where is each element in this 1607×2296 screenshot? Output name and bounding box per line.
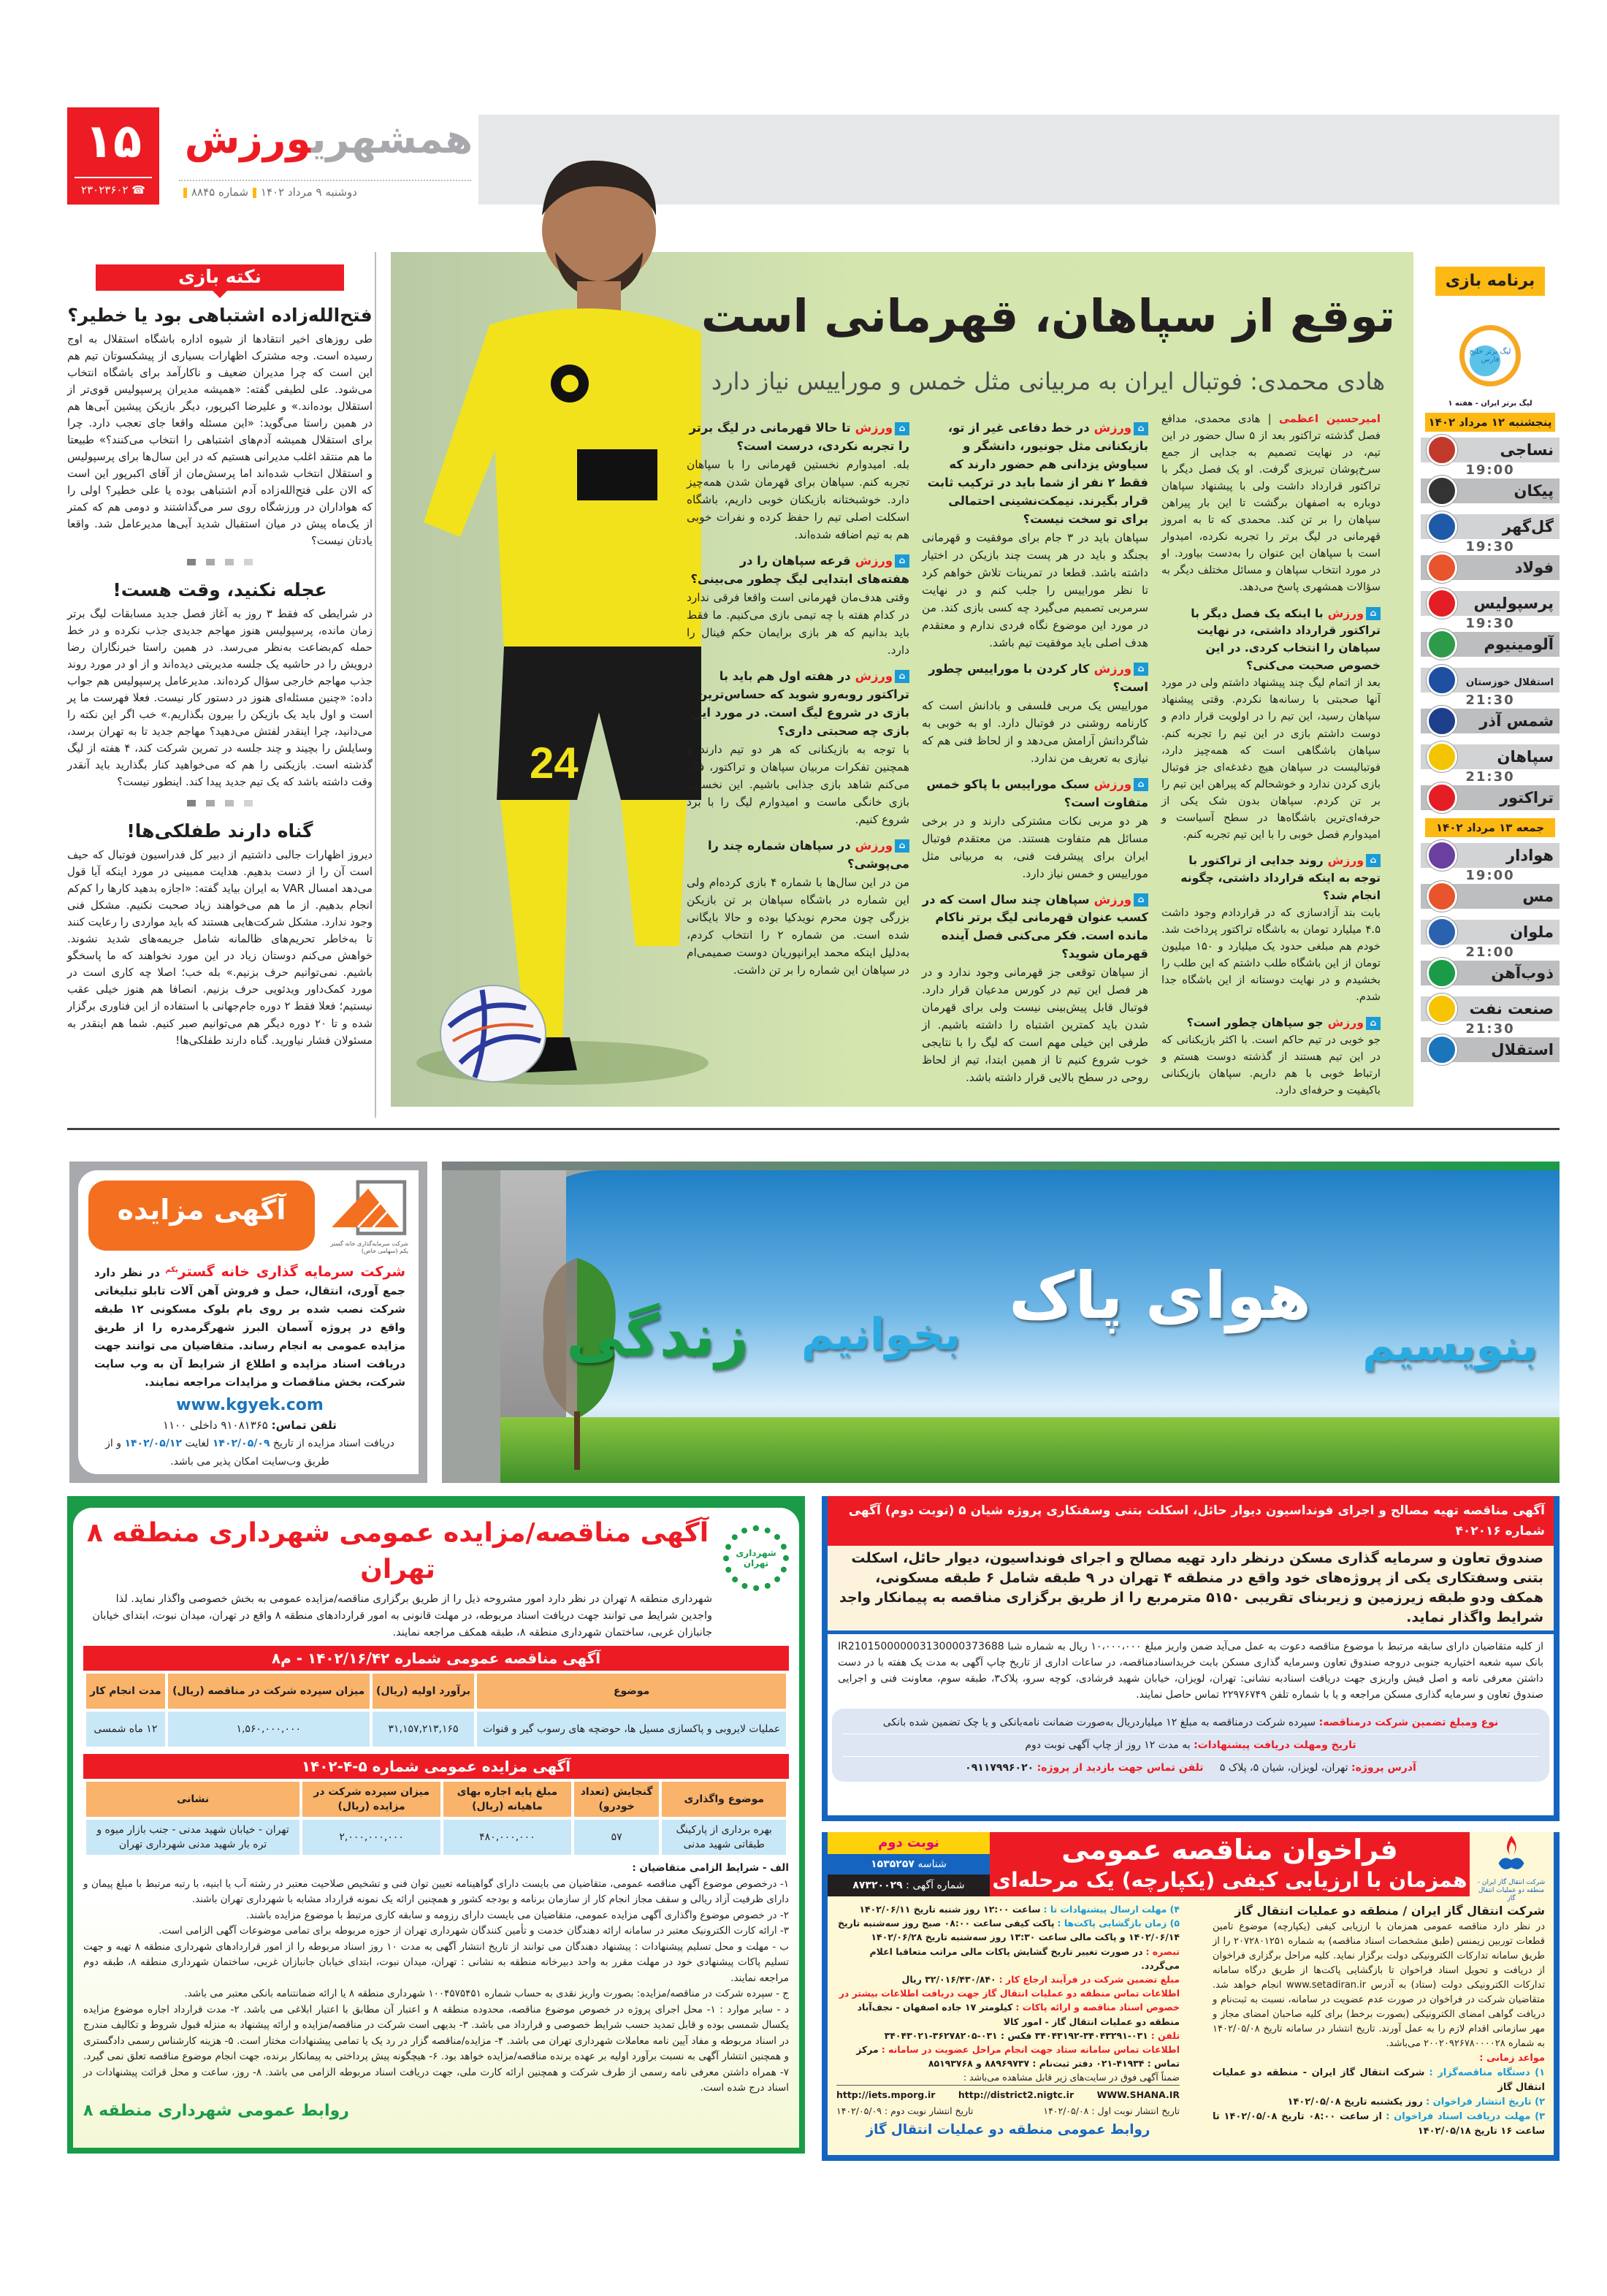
section-marker (1094, 776, 1148, 794)
table-cell: عملیات لایروبی و پاکسازی مسیل ها، حوضچه های رسوب گیر و قنوات (477, 1712, 786, 1747)
tehran-municipality-seal (723, 1525, 789, 1591)
schedule-item (836, 1972, 1180, 1986)
section-marker (855, 552, 909, 571)
league-logo (1459, 325, 1521, 386)
jersey-number: 24 (530, 739, 579, 787)
away-team (1421, 1037, 1560, 1062)
article-headline: توقع از سپاهان، قهرمانی است (701, 290, 1396, 343)
item-value: پاکت کیفی ساعت ۰۸:۰۰ صبح روز سه‌شنبه تاریخ ۱۴۰۲/۰۶/۱۴ و پاکت مالی ساعت ۱۳:۳۰ روز سه‌شنبه تاریخ ۱۴۰۲/۰۶/۲۸ (838, 1918, 1180, 1943)
team-crest-icon (1427, 511, 1457, 542)
municipality-intro: شهرداری منطقه ۸ تهران در نظر دارد امور مشروحه ذیل را از طریق برگزاری مناقصه/مزایده عمومی به بخش خصوصی واگذار نماید. لذا واجدین شرایط می توانند جهت دریافت اسناد مربوطه، در مهلت قانونی به امور قراردادهای منطقه ۸ واقع در تهران، میدان نبوت، ابتدای خیابان جانبازان غربی، ساختمان شهرداری منطقه ۸، طبقه همکف مراجعه نمایند. (92, 1593, 712, 1639)
banner-word-4: زندگی (566, 1302, 749, 1370)
section-marker (1328, 1014, 1381, 1031)
left-column (67, 264, 373, 1049)
interview-question (687, 668, 909, 741)
section-marker (1094, 891, 1148, 909)
auction-phone: ۹۱۰۸۱۳۶۵ داخلی ۱۱۰۰ (163, 1419, 268, 1432)
publish-date-1: تاریخ انتشار نوبت اول : ۱۴۰۲/۰۵/۰۸ (1043, 2105, 1180, 2116)
item-label: اطلاعات تماس منطقه دو عملیات انتقال گاز جهت دریافت اطلاعات بیشتر در خصوص اسناد مناقصه و ارائه پاکات : (839, 1988, 1180, 2013)
away-team-name: ذوب‌آهن (1491, 964, 1554, 982)
question-text: با اینکه یک فصل دیگر با تراکتور قرارداد داشتی، در نهایت سپاهان را انتخاب کردی. در این خصوص صحبت می‌کنی؟ (1191, 606, 1381, 673)
match-time: 21:30 (1465, 693, 1515, 708)
visit-phone-label: تلفن تماس جهت بازدید از پروژه: (1037, 1762, 1204, 1774)
team-crest-icon (1427, 706, 1457, 736)
team-crest-icon (1427, 435, 1457, 465)
team-crest-icon (1427, 782, 1457, 813)
question-text: در سپاهان شماره چند را می‌پوشی؟ (707, 838, 909, 871)
item-label: مبلغ تضمین شرکت در فرآیند ارجاع کار : (999, 1974, 1180, 1986)
table-header: موضوع واگذاری (662, 1782, 786, 1817)
football-icon (438, 983, 548, 1085)
question-text: سبک موراییس با پاکو خمس متفاوت است؟ (926, 777, 1148, 809)
schedule-item (836, 2029, 1180, 2043)
column-headline: گناه دارند طفلکی‌ها! (126, 820, 313, 842)
match-time: 19:30 (1465, 616, 1515, 631)
condition-item: الف - شرایط الزامی متقاضیان : (632, 1862, 789, 1874)
varzesh-logo-mark: ورزش (1093, 661, 1131, 676)
logo-text-varzesh: ورزش (184, 115, 311, 162)
varzesh-logo-mark: ورزش (855, 668, 893, 683)
section-divider (67, 1128, 1560, 1130)
away-team (1421, 785, 1560, 810)
condition-item: ۱- درخصوص موضوع آگهی مناقصه عمومی، متقاضیان می بایست دارای گواهینامه تعیین توان فنی و تشخیص صلاحیت معتبر در رشته آب یا ابنیه، با رتبه مرتبط با مبلغ پیمان و دارای ظرفیت آزاد ریالی و سقف مجاز انجام کار از سازمان برنامه و بودجه کشور و همچنین ارائه یک نمونه قرارداد مشابه با شهرداری تهران باشند. (83, 1877, 789, 1905)
item-label: ۲) تاریخ انتشار فراخوان : (1425, 2097, 1545, 2108)
match-time: 19:00 (1465, 868, 1515, 883)
interview-answer: بله. امیدوارم نخستین قهرمانی را با سپاهان تجربه کنم. سپاهان برای قهرمان شدن همه‌چیز دارد. خوشبختانه بازیکنان خوبی داریم، باشگاه اسکلت اصلی تیم را حفظ کرده و نفرات خوبی هم به تیم اضافه شده‌اند. (687, 457, 909, 541)
article-subheadline: هادی محمدی: فوتبال ایران به مربیانی مثل خمس و موراییس نیاز دارد (711, 367, 1386, 395)
interview-question (687, 837, 909, 874)
league-round: لیگ برتر ایران - هفته ۱ (1448, 400, 1532, 408)
byline: امیرحسین اعظمی (1278, 413, 1381, 425)
interview-question (1161, 852, 1381, 904)
interview-answer: جو خوبی در تیم حاکم است. با اکثر بازیکنانی که در این تیم هستند از گذشته دوست هستم و ارتباط خوبی با هم داریم. سپاهان بازیکنانی باکیفیت و حرفه‌ای دارد. (1161, 1034, 1381, 1097)
column-divider (375, 252, 376, 1118)
item-value: کیلومتر ۱۷ جاده اصفهان - نجف‌آباد منطقه دو عملیات انتقال گاز - امور کالا (857, 2002, 1180, 2027)
home-team-name: استقلال خوزستان (1465, 677, 1554, 688)
table-header: گنجایش (تعداد خودرو) (574, 1782, 660, 1817)
team-crest-icon (1427, 1034, 1457, 1065)
tender-title: آگهی مناقصه عمومی شماره ۱۴۰۲/۱۶/۴۲ - م۸ (83, 1646, 789, 1671)
section-marker (1094, 419, 1148, 438)
condition-item: ج - سپرده شرکت در مناقصه/مزایده: بصورت واریز نقدی به حساب شماره ۱۰۰۴۵۷۵۴۵۱ شهرداری منطقه ۸ یا ارائه ضمانتنامه بانکی معتبر می باشد. (184, 1988, 789, 1999)
phone-icon: ☎ (131, 183, 145, 197)
home-team (1421, 996, 1560, 1021)
conditions (83, 1861, 789, 2097)
address-label: آدرس پروژه: (1351, 1762, 1416, 1774)
date-to: ۱۴۰۲/۰۵/۱۲ (124, 1438, 183, 1449)
item-label: ۵) زمان بازگشایی پاکت‌ها : (1057, 1918, 1180, 1929)
item-label: ۱) دستگاه مناقصه‌گزار : (1429, 2067, 1546, 2078)
flame-logo-icon (1489, 1834, 1533, 1876)
column-body: در شرایطی که فقط ۳ روز به آغاز فصل جدید مسابقات لیگ برتر زمان مانده، پرسپولیس هنوز مهاجم جدیدی جذب نکرده و در خط حمله کم‌بضاعت به‌نظر می‌رسد. در همین راستا خبرنگاران رضا درویش را در حاشیه یک جلسه مدیریتی دیده‌اند و از او در مورد روند جذب مهاجم خارجی سؤال کرده‌اند. مدیرعامل پرسپولیس هم جواب داده: «چنین مسئله‌ای هنوز در دستور کار نیست. فعلا فهرست ما پر است و اول باید یک بازیکن را بیرون بگذاریم.» خب اگر این نکته را می‌دانید، چرا اینقدر لفتش می‌دهید؟ مهاجم جدید تا به تهران برسد، وسایلش را بچیند و چند جلسه در تمرین شرکت کند، ۴ هفته از لیگ گذشته است. بازیکنی را هم که می‌خواهید کنار بگذارید باید آنقدر وقت داشته باشد که یک تیم جدید پیدا کند. اینطور نیست؟ (67, 606, 373, 789)
section-marker (1328, 852, 1381, 869)
auction-title: آگهی مزایده عمومی شماره ۵-۴-۱۴۰۲ (83, 1754, 789, 1779)
gas-ad-title (990, 1832, 1470, 1896)
table-header: میزان سپرده شرکت در مناقصه (ریال) (168, 1674, 370, 1709)
question-text: تا حالا قهرمانی در لیگ برتر را تجربه نکردی، درست است؟ (689, 421, 909, 453)
interview-question (922, 891, 1148, 964)
question-text: در خط دفاعی غیر از تو، بازیکنانی مثل جونیور، دانشگر و سیاوش یزدانی هم حضور دارند که فقط ۲ نفر از شما باید در ترکیب ثابت قرار بگیرند. نیمکت‌نشینی احتمالی برای تو سخت نیست؟ (927, 421, 1148, 526)
schedule-item (1213, 2110, 1545, 2139)
table-cell: ۲,۰۰۰,۰۰۰,۰۰۰ (302, 1820, 440, 1855)
away-team (1421, 709, 1560, 733)
section-label: نکته بازی (96, 264, 344, 291)
away-team-name: پیکان (1514, 482, 1554, 500)
table-cell: تهران - خیابان شهید مدنی - جنب بازار میوه و تره بار شهید مدنی شهرداری تهران (86, 1820, 299, 1855)
round-badge: نوبت دوم (828, 1832, 990, 1854)
question-text: کار کردن با موراییس چطور است؟ (928, 661, 1148, 694)
interview-question (687, 552, 909, 589)
section-marker (855, 668, 909, 686)
interview-answer: با توجه به بازیکنانی که هر دو تیم دارند و همچنین تفکرات مربیان سپاهان و تراکتور، فکر می‌کنم شاهد بازی جذابی باشیم. این نخستین بازی خانگی ماست و امیدوارم لیگ را با برد شروع کنیم. (687, 742, 909, 826)
separator-dots (67, 799, 373, 806)
home-team (1421, 668, 1560, 693)
visit-phone: ۰۹۱۱۷۹۹۶۰۲۰ (965, 1762, 1034, 1774)
team-crest-icon (1427, 840, 1457, 871)
item-value: روز یکشنبه تاریخ ۱۴۰۲/۰۵/۰۸ (1287, 2097, 1423, 2108)
hamshahri-icon: ⌂ (1366, 607, 1381, 620)
website-link[interactable]: http://district2.nigtc.ir (958, 2089, 1074, 2100)
team-crest-icon (1427, 917, 1457, 947)
gas-signature: روابط عمومی منطقه دو عملیات انتقال گاز (866, 2122, 1150, 2138)
home-team (1421, 438, 1560, 462)
housing-ad-title: آگهی مناقصه تهیه مصالح و اجرای فونداسیون دیوار حائل، اسکلت بتنی وسفتکاری پروژه شیان ۵ (نوبت دوم) آگهی شماره ۴۰۲۰۱۶ (828, 1496, 1554, 1546)
away-team-name: فولاد (1514, 559, 1554, 576)
home-team-name: ملوان (1510, 923, 1554, 941)
varzesh-logo-mark: ورزش (1327, 1015, 1364, 1030)
page-number: ۱۵ (84, 115, 142, 169)
table-cell: ۵۷ (574, 1820, 660, 1855)
table-cell: ۱,۵۶۰,۰۰۰,۰۰۰ (168, 1712, 370, 1747)
article-column-2 (922, 411, 1148, 1086)
item-label: ۴) مهلت ارسال پیشنهادات تا : (1043, 1904, 1180, 1915)
team-crest-icon (1427, 476, 1457, 506)
column-headline: فتح‌الله‌زاده اشتباهی بود یا خطیر؟ (67, 305, 373, 326)
project-address: تهران، لویزان، شیان ۵، پلاک ۵ (1219, 1762, 1348, 1774)
guarantee-text: سپرده شرکت درمناقصه به مبلغ ۱۲ میلیاردریال به‌صورت ضمانت نامه‌بانکی و یا چک تضمین شده بانکی (882, 1717, 1316, 1728)
home-team-name: سپاهان (1497, 748, 1554, 766)
item-label: ۳) مهلت دریافت اسناد فراخوان : (1386, 2111, 1545, 2122)
hamshahri-icon: ⌂ (1366, 854, 1381, 867)
banner-word-1: بنویسیم (1362, 1320, 1538, 1371)
date-from: ۱۴۰۲/۰۵/۰۹ (212, 1438, 270, 1449)
hamshahri-icon: ⌂ (895, 670, 909, 683)
deadline-label: تاریخ ومهلت دریافت پیشنهادات: (1194, 1739, 1356, 1751)
interview-question (1161, 605, 1381, 675)
item-value: در صورت تغییر تاریخ گشایش پاکات مالی مراتب متعاقبا اعلام می‌گردد. (869, 1945, 1180, 1971)
schedule-item (836, 1986, 1180, 2029)
varzesh-logo-mark: ورزش (1093, 777, 1131, 791)
company-name: شرکت سرمایه گذاری خانه گستر (178, 1264, 406, 1280)
match-row (1421, 839, 1560, 915)
auction-table (83, 1779, 789, 1858)
sites-note: ضمناً آگهی فوق در سایت‌های زیر قابل مشاهده می‌باشد : (836, 2070, 1180, 2085)
housing-ad-lead: صندوق تعاون و سرمایه گذاری مسکن درنظر دارد تهیه مصالح و اجرای فونداسیون، دیوار حائل، اسکلت بتنی وسفتکاری یکی از پروژه‌های خود واقع در منطقه ۴ تهران در ۹ طبقه شامل ۶ طبقه مسکونی، همکف ودو طبقه زیرزمین و زیربنای تقریبی ۵۱۵۰ مترمربع را از طریق برگزاری مناقصه به پیمانکار واجد شرایط واگذار نماید. (828, 1546, 1554, 1634)
away-team (1421, 961, 1560, 985)
away-team (1421, 884, 1560, 909)
table-header: برآورد اولیه (ریال) (373, 1674, 474, 1709)
hamshahri-icon: ⌂ (1134, 422, 1148, 435)
dates-mid: لغایت (185, 1438, 210, 1449)
team-crest-icon (1427, 552, 1457, 583)
item-label: تلفن : (1150, 2029, 1180, 2041)
interview-answer: سپاهان باید در ۳ جام برای موفقیت و قهرمانی بجنگد و باید در هر پست چند بازیکن در اختیار داشته باشد. قطعا در تمرینات تلاش خواهم کرد تا نظر موراییس را جلب کنم و در نهایت سرمربی تصمیم می‌گیرد چه کسی بازی کند. من در مورد این موضوع نگاه فردی ندارم و معتقدم هدف اصلی باید موفقیت تیم باشد. (922, 530, 1148, 649)
away-team-name: آلومینیوم (1484, 636, 1554, 653)
table-header: میزان سپرده شرکت در مزایده (ریال) (302, 1782, 440, 1817)
match-time: 19:00 (1465, 462, 1515, 478)
match-time: 21:30 (1465, 1021, 1515, 1037)
company-logo (328, 1181, 408, 1239)
dates-suffix: و از طریق وب‌سایت امکان پذیر می باشد. (105, 1438, 329, 1468)
banner-word-3: بخوانیم (801, 1309, 961, 1360)
phone-label: تلفن تماس: (271, 1419, 337, 1432)
interview-answer: موراییس یک مربی فلسفی و بادانش است که کارنامه روشنی در فوتبال دارد. او به خوبی به شاگردانش آرامش می‌دهد و از لحاظ فنی هم که نیازی به تعریف من ندارد. (922, 698, 1148, 765)
match-row (1421, 915, 1560, 992)
clean-air-banner (442, 1162, 1560, 1483)
schedule-item (836, 1916, 1180, 1944)
interview-answer: بابت بند آزادسازی که در قراردادم وجود داشت ۴.۵ میلیارد تومان به باشگاه تراکتور پرداخت شد. خودم هم مبلغی حدود یک میلیارد و ۱۵۰ میلیون تومان از این باشگاه طلب داشتم که این طلب را بخشیدم و در نهایت دوستانه از این باشگاه جدا شدم. (1161, 906, 1381, 1003)
question-text: جو سپاهان چطور است؟ (1186, 1015, 1324, 1030)
article-column-3 (687, 411, 909, 979)
home-team-name: نساجی (1500, 441, 1554, 459)
match-row (1421, 433, 1560, 510)
column-headline: عجله نکنید، وقت هست! (112, 579, 327, 601)
municipality-signature: روابط عمومی شهرداری منطقه ۸ (83, 2101, 349, 2120)
column-body: دیروز اظهارات جالبی داشتیم از دبیر کل فدراسیون فوتبال که حیف است آن را از دست بدهیم. هدایت ممبینی در مورد اینکه آیا قول می‌دهد امسال VAR به ایران بیاید گفته: «اجازه بدهید کارها را کم‌کم انجام بدهیم. از ما هم می‌خواهند زیاد صحبت نکنیم. مشکل فنی وجود ندارد. مشکل شرکت‌هایی هستند که باید مواردی را رعایت کنند تا به‌خاطر تحریم‌های ظالمانه شامل جریمه‌های شدید نشوند. خواهش می‌کنم دوستان زیاد در این مورد نخواهند که ما پاسخگو باشیم. نمی‌توانیم حرف بزنیم.» بله خب؛ اصلا چه کاری است در مورد کمک‌داور ویدئویی حرف بزنیم. انصافا هم هنوز خیلی عقب نیستیم؛ فعلا فقط ۲ دوره جام‌جهانی با استفاده از این فناوری برگزار شده و تا ۲۰ دوره دیگر هم می‌توانیم صبر کنیم. شما هم اینقدر به مسئولان فشار نیاورید. گناه دارند طفلکی‌ها! (67, 848, 373, 1047)
team-crest-icon (1427, 588, 1457, 619)
interview-answer: وقتی هدف‌مان قهرمانی است واقعا فرقی ندارد در کدام هفته با چه تیمی بازی می‌کنیم. ما فقط باید بدانیم که هر بازی برایمان حکم فینال را دارد. (687, 590, 909, 657)
publish-date-2: تاریخ انتشار نوبت دوم : ۱۴۰۲/۰۵/۰۹ (836, 2105, 974, 2116)
home-team (1421, 920, 1560, 945)
item-value: از ساعت ۰۸:۰۰ تاریخ ۱۴۰۲/۰۵/۰۸ تا ساعت ۱۶ تاریخ ۱۴۰۲/۰۵/۱۸ (1213, 2111, 1545, 2137)
player-photo (380, 142, 701, 1092)
separator-dots (67, 558, 373, 565)
section-marker (855, 419, 909, 438)
item-value: ۳۲/۰۱۶/۴۳۰/۸۴۰ ریال (901, 1974, 996, 1986)
page-number-box (67, 107, 159, 205)
home-team (1421, 744, 1560, 769)
varzesh-logo-mark: ورزش (1093, 892, 1131, 907)
deadline-text: به مدت ۱۲ روز از چاپ آگهی نوبت دوم (1025, 1739, 1191, 1751)
interview-question (922, 419, 1148, 529)
ad-no-label: شماره آگهی : (906, 1880, 965, 1891)
guarantee-label: نوع ومبلغ تضمین شرکت درمناقصه: (1318, 1717, 1499, 1728)
item-value: شرکت انتقال گاز ایران - منطقه دو عملیات انتقال گاز (1213, 2067, 1545, 2093)
hamshahri-icon: ⌂ (895, 422, 909, 435)
away-team (1421, 478, 1560, 503)
tender-table (83, 1671, 789, 1750)
match-row (1421, 992, 1560, 1069)
gas-org: شرکت انتقال گاز ایران / منطقه دو عملیات انتقال گاز (1234, 1904, 1545, 1918)
league-logo-text: لیگ برتر خلیج فارس (1469, 348, 1511, 364)
auction-ad (69, 1162, 427, 1483)
away-team-name: استقلال (1491, 1041, 1554, 1059)
gas-logo-text: شرکت انتقال گاز ایران - منطقه دو عملیات انتقال گاز (1477, 1879, 1546, 1902)
hamshahri-icon: ⌂ (1134, 778, 1148, 791)
website-link[interactable]: http://iets.mporg.ir (836, 2089, 936, 2100)
varzesh-logo-mark: ورزش (1327, 853, 1364, 867)
away-team-name: مس (1522, 888, 1554, 905)
home-team-name: پرسپولیس (1473, 595, 1554, 612)
condition-item: ۳- ارائه کارت الکترونیک معتبر در سامانه ارائه دهندگان خدمت و تأمین کنندگان شهرداری تهران از حوزه مربوطه برای تمامی موضوعات آگهی الزامی است. (159, 1925, 789, 1937)
schedule-item (1213, 2066, 1545, 2095)
match-time: 21:00 (1465, 945, 1515, 960)
match-time: 21:30 (1465, 769, 1515, 785)
match-date: پنجشنبه ۱۲ مرداد ۱۴۰۲ (1425, 413, 1555, 432)
interview-question (1161, 1014, 1381, 1031)
varzesh-logo-mark: ورزش (1327, 606, 1364, 620)
team-crest-icon (1427, 993, 1457, 1024)
home-team (1421, 591, 1560, 616)
home-team (1421, 514, 1560, 539)
table-header: مبلغ پایه اجاره بهای ماهیانه (ریال) (443, 1782, 571, 1817)
interview-question (687, 419, 909, 456)
item-value: مرکز تماس : ۴۱۹۳۴-۰۲۱ دفتر ثبت‌نام : ۸۸۹۶۹۷۳۷ و ۸۵۱۹۳۷۶۸ (856, 2044, 1180, 2070)
match-schedule-sidebar (1421, 252, 1560, 1113)
match-date: جمعه ۱۳ مرداد ۱۴۰۲ (1425, 818, 1555, 837)
item-value: ۰۳۱-۳۴۰۴۳۲۹۱-۳۴۰۴۳۱۹۲ فکس : ۰۳۱-۳۶۲۷۸۲۰۵-۳۴۰۴۳۰۲۱ (884, 2029, 1148, 2041)
question-text: سپاهان چند سال است که در کسب عنوان قهرمانی لیگ برتر ناکام مانده است. فکر می‌کنی فصل آینده قهرمان شوید؟ (922, 892, 1148, 961)
ad-number: ۸۷۳۲۰۰۲۹ (852, 1880, 903, 1891)
municipality-ad-title: آگهی مناقصه/مزایده عمومی شهرداری منطقه ۸ تهران (86, 1518, 709, 1584)
match-row (1421, 663, 1560, 740)
gas-ad-title-2: همزمان با ارزیابی کیفی (یکپارچه) یک مرحله‌ای (992, 1868, 1467, 1892)
match-time: 19:30 (1465, 539, 1515, 554)
ad-id: ۱۵۳۵۲۵۷ (871, 1858, 915, 1870)
item-value: ساعت ۱۲:۰۰ روز شنبه تاریخ ۱۴۰۲/۰۶/۱۱ (859, 1904, 1041, 1915)
team-crest-icon (1427, 741, 1457, 772)
home-team (1421, 843, 1560, 868)
gas-body: در نظر دارد مناقصه عمومی همزمان با ارزیابی کیفی (یکپارچه) موضوع تامین قطعات توربین زیمنس (طبق مشخصات اسناد مناقصه) به شماره ۲۰۷۲۸۰۱۲۵۱ را از طریق سامانه تدارکات الکترونیکی دولت برگزار نماید. کلیه مراحل برگزاری فراخوان از دریافت و تحویل اسناد فراخوان تا بازگشایی پاکت‌ها از طریق درگاه سامانه تدارکات الکترونیکی دولت (ستاد) به آدرس www.setadiran.ir انجام خواهد شد. متقاضیان شرکت در فراخوان در صورت عدم عضویت در سامانه، نسبت به ثبت‌نام و دریافت گواهی امضای الکترونیکی (بصورت برخط) برای کلیه صاحبان امضای مجاز و مهر سازمانی اقدام لازم را به عمل آورند. تاریخ انتشار در سامانه تاریخ ۱۴۰۲/۰۵/۰۸ به شماره ۲۰۰۲۰۹۲۶۷۸۰۰۰۰۲۸ می‌باشد. (1213, 1921, 1545, 2049)
interview-question (922, 660, 1148, 697)
section-marker (855, 837, 909, 855)
interview-answer: از سپاهان توقعی جز قهرمانی وجود ندارد و در هر فصل این تیم در کورس مدعیان قرار دارد. فوتبال قابل پیش‌بینی نیست ولی برای قهرمان شدن باید کمترین اشتباه را داشته باشیم. از طرفی این خیلی مهم است که لیگ را با نتایجی خوب شروع کنیم تا از همین ابتدا، تیم از لحاظ روحی در سطح بالایی قرار داشته باشد. (922, 966, 1148, 1085)
section-marker (1094, 660, 1148, 679)
housing-ad-body: از کلیه متقاضیان دارای سابقه مرتبط با موضوع مناقصه دعوت به عمل می‌آید ضمن واریز مبلغ ۱۰،۰۰۰،۰۰۰ ریال به شماره شبا IR210150000003130000373688 بانک سپه شعبه اختیاریه جنوبی دروجه صندوق تعاون وسرمایه گذاری مسکن بابت خریداسنادمناقصه، در ساعات اداری از تاریخ چاپ آگهی به مدت یک هفته با در دست داشتن معرفی نامه و اصل فیش واریزی جهت دریافت اسنادبه نشانی: تهران، لویزان، خیابان شهید فرشادی، کوچه سرو، پلاک۳، طبقه سوم، معاونت فنی و اجرایی صندوق تعاون و سرمایه گذاری مسکن مراجعه و یا با شماره تلفن ۲۲۹۷۶۷۴۹ تماس حاصل نمایند. (838, 1641, 1543, 1701)
hamshahri-icon: ⌂ (1134, 893, 1148, 907)
team-crest-icon (1427, 665, 1457, 695)
item-label: تبصره : (1145, 1945, 1180, 1957)
condition-item: د - سایر موارد : ۱- محل اجرای پروژه در خصوص موضوع مناقصه، محدوده منطقه ۸ و اعتبار آن مطابق با اعتبار ابلاغی می باشد. ۲- مدت قرارداد اجاره موضوع مزایده یکسال شمسی بوده و قابل تمدید حسب شرایط خصوصی و قرارداد می باشد. ۳- بدیهی است شرکت در مناقصه/مزایده و ارائه پیشنهاد به منزله قبول شروط و تکالیف مندرج در اسناد مربوطه و مفاد آیین نامه معاملات شهرداری تهران می باشد. ۴- مزایده/مناقصه گزار در رد یک یا تمامی پیشنهادات مختار است. ۵- هزینه کارشناس رسمی دادگستری و همچنین انتشار آگهی به نسبت برآورد اولیه بر عهده برنده مناقصه/مزایده خواهد بود. ۶- هیچگونه پیش پرداختی به پیمانکار برنده، جهت انجام موضوع مناقصه تعلق نمی گیرد. ۷- همراه داشتن معرفی نامه رسمی از طرف شرکت و همچنین ارائه کارت ملی، جهت دریافت اسناد مربوطه الزامی می باشد. ۸- روز، ساعت و محل قرائت پیشنهادات در اسناد درج شده است. (83, 2003, 790, 2094)
company-website-link[interactable]: www.kgyek.com (176, 1396, 324, 1414)
table-cell: ۴۸۰,۰۰۰,۰۰۰ (443, 1820, 571, 1855)
hamshahri-icon: ⌂ (1366, 1017, 1381, 1030)
gas-company-logo (1473, 1834, 1549, 1902)
issue-number: شماره ۸۸۴۵ (191, 186, 248, 199)
hamshahri-icon: ⌂ (895, 839, 909, 853)
away-team-name: شمس آذر (1479, 712, 1554, 730)
table-cell: بهره برداری از پارکینگ طبقاتی شهید مدنی (662, 1820, 786, 1855)
article-column-1 (1161, 411, 1381, 1099)
table-header: مدت انجام کار (86, 1674, 165, 1709)
housing-fund-tender-ad (822, 1496, 1560, 1821)
varzesh-logo-mark: ورزش (855, 421, 893, 435)
team-crest-icon (1427, 629, 1457, 660)
intro-text: هادی محمدی، مدافع فصل گذشته تراکتور بعد از ۵ سال حضور در این تیم، در نهایت تصمیم به جدایی از جمع سرخ‌پوشان تبریزی گرفت. او یک فصل دیگر با تراکتور قرارداد داشت ولی با پیشنهاد سپاهان دوباره به اصفهان برگشت تا این بار پیراهن سپاهان را بر تن کند. محمدی که تا به امروز قهرمانی در لیگ برتر را تجربه نکرده، امیدوار است با سپاهان این عنوان را به‌دست بیاورد. او در مورد انتخاب سپاهان و مسائل مختلف دیگر به سؤالات همشهری پاسخ می‌دهد. (1161, 413, 1381, 594)
table-header: موضوع (477, 1674, 786, 1709)
website-link[interactable]: WWW.SHANA.IR (1096, 2089, 1180, 2100)
away-team-name: تراکتور (1499, 789, 1554, 806)
hamshahri-icon: ⌂ (895, 554, 909, 568)
away-team (1421, 632, 1560, 657)
schedule-item (836, 2043, 1180, 2070)
header-phone: ۲۳۰۲۳۶۰۲ (81, 183, 129, 197)
gas-ad-title-1: فراخوان مناقصه عمومی (1061, 1834, 1398, 1866)
away-team (1421, 555, 1560, 580)
match-row (1421, 510, 1560, 587)
home-team-name: صنعت نفت (1469, 1000, 1554, 1018)
condition-item: ۲- در خصوص موضوع واگذاری آگهی مزایده عمومی، متقاضیان می بایست دارای رزومه و سابقه کاری مرتبط با موضوع مزایده باشند. (246, 1909, 789, 1921)
interview-answer: هر دو مربی نکات مشترکی دارند و در برخی مسائل هم متفاوت هستند. من معتقدم فوتبال ایران برای پیشرفت فنی، به مربیانی مثل موراییس و خمس نیاز دارد. (922, 814, 1148, 880)
team-crest-icon (1427, 881, 1457, 912)
schedule-title: مواعد زمانی : (1479, 2053, 1545, 2064)
municipality-tender-ad (67, 1496, 805, 2154)
schedule-title: برنامه بازی (1435, 267, 1545, 296)
match-row (1421, 740, 1560, 817)
home-team-name: گل‌گهر (1502, 518, 1554, 535)
banner-word-2: هوای پاک (1009, 1258, 1311, 1333)
auction-text: در نظر دارد جمع آوری، انتقال، حمل و فروش آهن آلات تابلو تبلیغاتی شرکت نصب شده بر روی بام بلوک مسکونی ۱۲ طبقه واقع در پروژه آسمان البرز شهرگرمدره را از طریق مزایده عمومی به انجام رساند. متقاضیان می توانند جهت دریافت اسناد مزایده و اطلاع از شرایط آن به وب سایت شرکت، بخش مناقصات و مزایدات مراجعه نمایند. (94, 1266, 405, 1389)
auction-ad-body (94, 1261, 405, 1471)
table-cell: ۳۱,۱۵۷,۲۱۳,۱۶۵ (373, 1712, 474, 1747)
interview-answer: من در این سال‌ها با شماره ۴ بازی کرده‌ام ولی این شماره در باشگاه سپاهان بر تن بازیکن بزرگی چون محرم نویدکیا بوده و حالا بایگانی شده است. من شماره ۲ را انتخاب کردم، به‌دلیل اینکه محمد ایرانپوریان دوست صمیمی‌ام در سپاهان این شماره را بر تن داشت. (687, 875, 910, 977)
question-text: قرعه سپاهان را در هفته‌های ابتدایی لیگ چطور می‌بینی؟ (690, 553, 909, 586)
issue-date: دوشنبه ۹ مرداد ۱۴۰۲ (260, 186, 357, 199)
table-cell: ۱۲ ماه شمسی (86, 1712, 165, 1747)
company-name-suffix: یکم (165, 1266, 178, 1274)
question-text: روند جدایی از تراکتور با توجه به اینکه قرارداد داشتی، چگونه انجام شد؟ (1180, 853, 1381, 902)
varzesh-logo-mark: ورزش (855, 553, 893, 568)
gas-transmission-tender-ad (822, 1832, 1560, 2161)
schedule-item (836, 1902, 1180, 1916)
team-crest-icon (1427, 958, 1457, 988)
id-label: شناسه (917, 1858, 947, 1870)
table-header: نشانی (86, 1782, 299, 1817)
article-intro: امیرحسین اعظمی | هادی محمدی، مدافع فصل گذشته تراکتور بعد از ۵ سال حضور در این تیم، در نهایت تصمیم به جدایی از جمع سرخ‌پوشان تبریزی گرفت. او یک فصل دیگر با تراکتور قرارداد داشت ولی با پیشنهاد سپاهان دوباره به اصفهان برگشت تا این بار پیراهن سپاهان را بر تن کند. محمدی که تا به امروز قهرمانی در لیگ برتر را تجربه نکرده، امیدوار است با سپاهان این عنوان را به‌دست بیاورد. او در مورد انتخاب سپاهان و مسائل مختلف دیگر به سؤالات همشهری پاسخ می‌دهد. (1161, 413, 1381, 594)
hamshahri-icon: ⌂ (1134, 663, 1148, 676)
varzesh-logo-mark: ورزش (855, 838, 893, 853)
section-marker (1328, 605, 1381, 622)
item-label: اطلاعات تماس سامانه ستاد جهت انجام مراحل عضویت در سامانه : (881, 2044, 1180, 2056)
logo-text-hamshahri: همشهری (310, 115, 473, 162)
varzesh-logo-mark: ورزش (1093, 421, 1131, 435)
interview-question (922, 776, 1148, 812)
schedule-item (836, 1945, 1180, 1972)
auction-ad-title: آگهی مزایده (88, 1181, 315, 1251)
match-row (1421, 587, 1560, 663)
dates-prefix: دریافت اسناد مزایده از تاریخ (272, 1438, 394, 1449)
interview-answer: بعد از اتمام لیگ چند پیشنهاد داشتم ولی در مورد آنها صحبتی با رسانه‌ها نکردم. وقتی پیشنهاد سپاهان رسید، این تیم را در اولویت قرار دادم و دوست داشتم بازی در این تیم را تجربه کنم. سپاهان باشگاهی است که همه‌چیز دارد، فوتبالیست در سپاهان هیچ دغدغه‌ای جز فوتبال بازی کردن ندارد و خوشحالم که پیراهن این تیم را بر تن کردم. سپاهان بدون شک یکی از حرفه‌ای‌ترین باشگاه‌ها در سطح آسیاست و امیدوارم فصل خوبی را با این تیم تجربه کنم. (1161, 676, 1381, 841)
schedule-item (1213, 2095, 1545, 2110)
condition-item: ب - مهلت و محل تسلیم پیشنهادات : پیشنهاد دهندگان می توانند از تاریخ انتشار آگهی به مدت ۱۰ روز اسناد مربوطه را از امور قراردادهای شهرداری منطقه ۸ تهیه و جهت تسلیم پاکات پیشنهادی خود در مهلت مقرر به واحد دبیرخانه منطقه به نشانی : تهران، میدان نبوت، ابتدای خیابان جانبازان غربی، ساختمان شهرداری منطقه ۸، طبقه دوم مراجعه نمایند. (83, 1940, 790, 1984)
company-logo-text: شرکت سرمایه‌گذاری خانه گستر یکم (سهامی خاص) (330, 1240, 408, 1254)
seal-text: شهرداری تهران (736, 1548, 776, 1568)
question-text: در هفته اول هم باید با تراکتور روبه‌رو شوید که حساس‌ترین بازی در شروع لیگ است. در مورد این بازی چه صحبتی داری؟ (691, 668, 909, 738)
home-team-name: هوادار (1506, 847, 1554, 864)
column-body: طی روزهای اخیر انتقادها از شیوه اداره باشگاه استقلال به اوج رسیده است. وجه مشترک اظهارات بسیاری از پیشکسوتان تیم هم این است که چرا مدیران ضعیف و ناکارآمد برای باشگاه انتخاب می‌شود. علی لطیفی گفته: «همیشه مدیران پرسپولیس قوی‌تر از استقلال بوده‌اند.» و علیرضا اکبرپور، دیگر بازیکن پیشین آبی‌ها هم در همین راستا می‌گوید: «این مسئله واقعا جای تعجب دارد. چرا برای استقلال همیشه آدم‌های اشتباهی را انتخاب می‌کنند؟» طبیعتا ما هم منتقد اغلب مدیرانی هستیم که در این سال‌ها برای پرسپولیس و استقلال انتخاب شده‌اند اما پرسش‌مان از آقای اکبرپور این است که الان علی فتح‌الله‌زاده آدم اشتباهی بوده یا علی خطیر؟ اولی را که هواداران در ورزشگاه روی سر می‌گذاشتند و دومی هم که کمتر از یک‌ماه پیش در میان استقبال شدید آبی‌ها مدیرعامل شد. واقعا یادتان نیست؟ (67, 332, 373, 548)
